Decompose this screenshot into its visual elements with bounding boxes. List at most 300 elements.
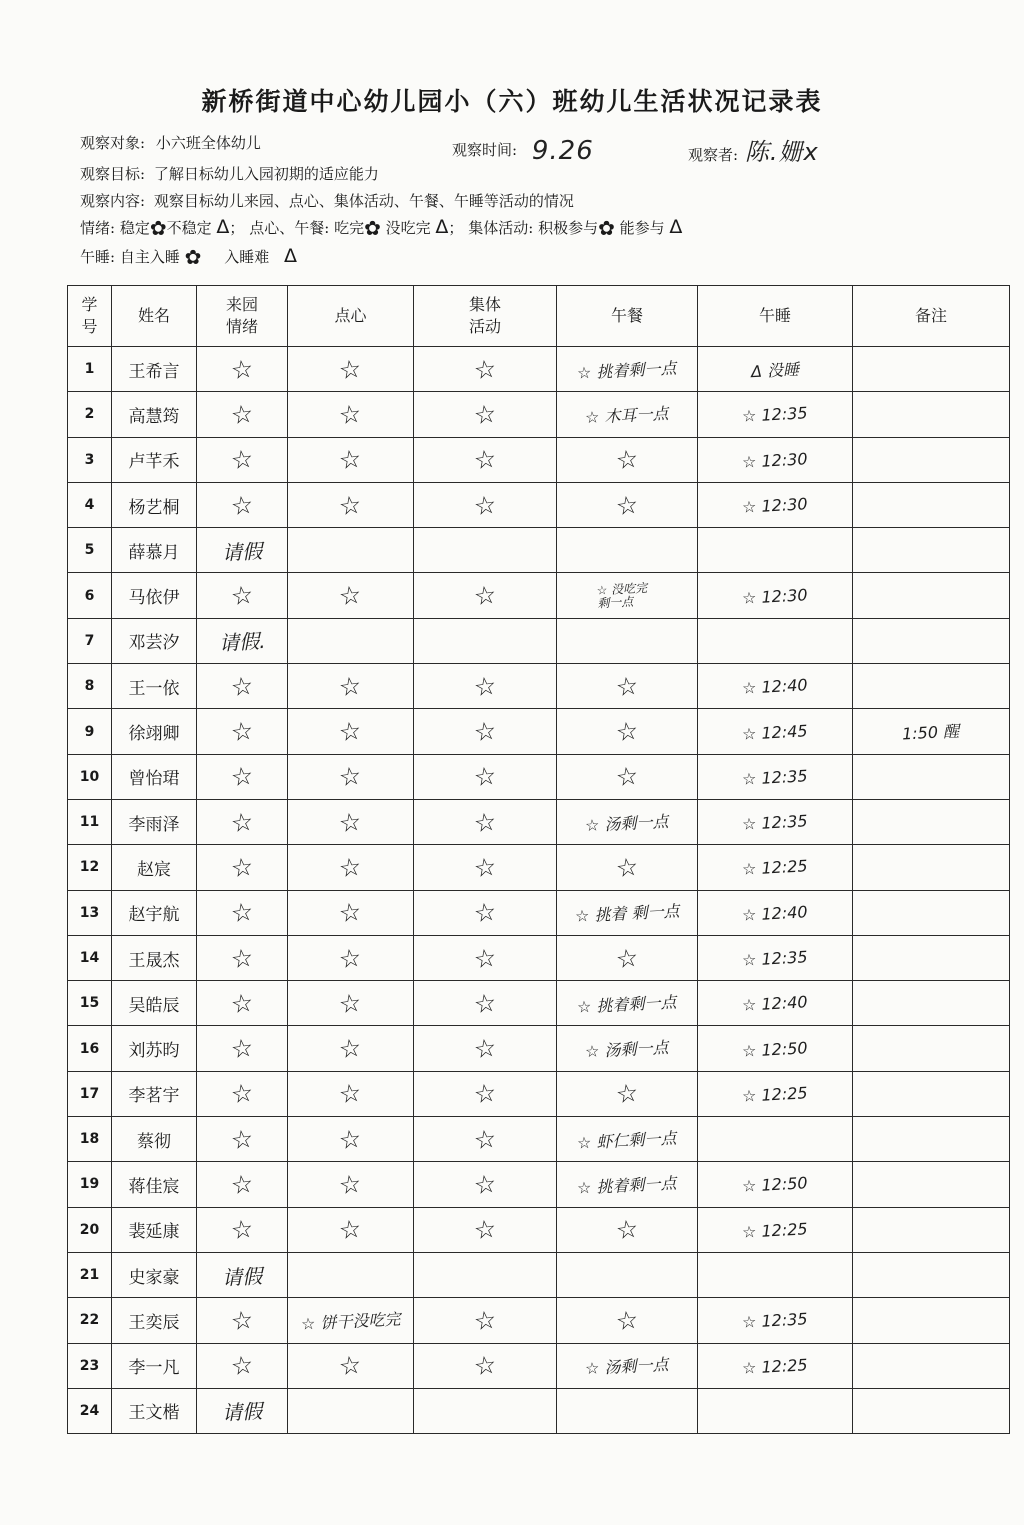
check-star-mark: ☆ [613, 1304, 641, 1337]
cell-snack [288, 1026, 414, 1071]
cell-name: 李一凡 [112, 1343, 197, 1388]
meal-legend-label: 点心、午餐: [249, 219, 330, 237]
cell-snack [288, 1117, 414, 1162]
cell-remark [853, 1298, 1010, 1343]
cell-nap [698, 437, 853, 482]
header-group: 集体活动 [414, 286, 557, 347]
cell-remark [853, 1071, 1010, 1116]
star-icon: ✿ [598, 216, 615, 240]
cell-remark [853, 664, 1010, 709]
cell-mood [197, 981, 288, 1026]
check-star-mark: ☆ [471, 1213, 499, 1246]
cell-nap [698, 890, 853, 935]
cell-group [414, 1162, 557, 1207]
cell-lunch [557, 1207, 698, 1252]
mood-legend-label: 情绪: [80, 219, 116, 237]
cell-mood [197, 1388, 288, 1433]
cell-number: 9 [68, 709, 112, 754]
triangle-icon: Δ [669, 216, 683, 238]
page-title: 新桥街道中心幼儿园小（六）班幼儿生活状况记录表 [201, 87, 823, 116]
unstable-label: 不稳定 [166, 219, 212, 237]
cell-name: 蒋佳宸 [112, 1162, 197, 1207]
handwritten-note: ☆ 12:35 [741, 1309, 809, 1333]
handwritten-note: ☆ 12:25 [741, 1083, 809, 1106]
handwritten-note: ☆ 虾仁剩一点 [576, 1128, 678, 1153]
cell-remark [853, 347, 1010, 392]
cell-nap [698, 1162, 853, 1207]
check-star-mark: ☆ [337, 987, 364, 1020]
check-star-mark: ☆ [471, 579, 499, 612]
cell-lunch [557, 709, 698, 754]
cell-lunch [557, 618, 698, 663]
cell-mood [197, 935, 288, 980]
cell-mood [197, 1207, 288, 1252]
check-star-mark: ☆ [228, 760, 256, 793]
cell-group [414, 618, 557, 663]
cell-number: 18 [68, 1117, 112, 1162]
cell-nap [698, 347, 853, 392]
star-icon: ✿ [149, 216, 167, 240]
cell-mood [197, 1343, 288, 1388]
cell-snack [288, 1071, 414, 1116]
cell-lunch [557, 1162, 698, 1207]
cell-snack [288, 1388, 414, 1433]
cell-mood [197, 1117, 288, 1162]
check-star-mark: ☆ [228, 1123, 256, 1156]
check-star-mark: ☆ [471, 398, 499, 431]
cell-mood [197, 1252, 288, 1297]
cell-group [414, 981, 557, 1026]
check-star-mark: ☆ [471, 987, 499, 1020]
cell-number: 5 [68, 528, 112, 573]
cell-nap [698, 754, 853, 799]
cell-group [414, 573, 557, 618]
cell-remark [853, 573, 1010, 618]
handwritten-note: ☆ 木耳一点 [584, 403, 670, 428]
cell-lunch [557, 392, 698, 437]
cell-mood [197, 437, 288, 482]
cell-name: 徐翊卿 [112, 709, 197, 754]
cell-remark [853, 482, 1010, 527]
table-row [68, 1388, 1010, 1433]
cell-number: 6 [68, 573, 112, 618]
cell-nap [698, 573, 853, 618]
cell-remark [853, 1162, 1010, 1207]
triangle-icon: Δ [283, 245, 297, 267]
cell-group [414, 347, 557, 392]
cell-number: 2 [68, 392, 112, 437]
check-star-mark: ☆ [613, 670, 641, 703]
cell-mood [197, 528, 288, 573]
cell-group [414, 1343, 557, 1388]
check-star-mark: ☆ [337, 806, 364, 839]
check-star-mark: ☆ [228, 670, 256, 703]
check-star-mark: ☆ [337, 896, 364, 929]
cell-snack [288, 1252, 414, 1297]
cell-remark [853, 392, 1010, 437]
cell-remark [853, 1388, 1010, 1433]
cell-nap [698, 392, 853, 437]
star-icon: ✿ [364, 216, 381, 240]
handwritten-note: 1:50 醒 [902, 721, 961, 744]
cell-number: 21 [68, 1252, 112, 1297]
cell-snack [288, 935, 414, 980]
table-row [68, 845, 1010, 890]
handwritten-note: ☆ 12:40 [741, 675, 809, 698]
check-star-mark: ☆ [337, 443, 364, 476]
cell-number: 17 [68, 1071, 112, 1116]
cell-remark [853, 528, 1010, 573]
cell-number: 14 [68, 935, 112, 980]
cell-number: 20 [68, 1207, 112, 1252]
cell-mood [197, 709, 288, 754]
cell-nap [698, 1117, 853, 1162]
check-star-mark: ☆ [613, 760, 641, 793]
cell-nap [698, 1071, 853, 1116]
cell-remark [853, 709, 1010, 754]
cell-name: 杨艺桐 [112, 482, 197, 527]
cell-remark [853, 799, 1010, 844]
cell-group [414, 935, 557, 980]
handwritten-note: ☆ 12:40 [741, 902, 809, 925]
cell-lunch [557, 1252, 698, 1297]
cell-mood [197, 347, 288, 392]
check-star-mark: ☆ [228, 1213, 256, 1246]
cell-snack [288, 392, 414, 437]
check-star-mark: ☆ [228, 715, 256, 748]
header-number: 学号 [68, 286, 112, 347]
check-star-mark: ☆ [337, 1123, 364, 1156]
check-star-mark: ☆ [613, 942, 641, 974]
cell-group [414, 392, 557, 437]
cell-lunch [557, 1343, 698, 1388]
handwritten-note: ☆ 12:40 [741, 992, 809, 1015]
check-star-mark: ☆ [337, 1077, 364, 1110]
check-star-mark: ☆ [337, 670, 364, 703]
check-star-mark: ☆ [228, 443, 256, 476]
cell-lunch [557, 1388, 698, 1433]
nap-legend-label: 午睡: [80, 248, 116, 266]
check-star-mark: ☆ [471, 1077, 499, 1110]
cell-snack [288, 799, 414, 844]
ate-all-label: 吃完 [334, 219, 365, 237]
cell-snack [288, 890, 414, 935]
cell-number: 13 [68, 890, 112, 935]
cell-name: 薛慕月 [112, 528, 197, 573]
cell-nap [698, 1207, 853, 1252]
cell-nap [698, 482, 853, 527]
table-row [68, 482, 1010, 527]
cell-name: 王希言 [112, 347, 197, 392]
active-label: 积极参与 [538, 219, 599, 237]
table-row [68, 754, 1010, 799]
table-row [68, 1026, 1010, 1071]
cell-mood [197, 890, 288, 935]
cell-mood [197, 1071, 288, 1116]
cell-name: 刘苏昀 [112, 1026, 197, 1071]
cell-remark [853, 1117, 1010, 1162]
check-star-mark: ☆ [337, 760, 364, 793]
handwritten-note: Δ 没睡 [750, 359, 800, 381]
content-field [80, 190, 574, 211]
cell-group [414, 1252, 557, 1297]
cell-name: 史家豪 [112, 1252, 197, 1297]
cell-nap [698, 664, 853, 709]
cell-mood [197, 618, 288, 663]
cell-lunch [557, 437, 698, 482]
hard-sleep-label: 入睡难 [224, 248, 270, 266]
check-star-mark: ☆ [613, 851, 641, 884]
cell-mood [197, 754, 288, 799]
self-sleep-label: 自主入睡 [119, 248, 180, 266]
cell-lunch [557, 573, 698, 618]
table-row [68, 1117, 1010, 1162]
check-star-mark: ☆ [613, 1077, 641, 1110]
cell-lunch [557, 845, 698, 890]
check-star-mark: ☆ [228, 851, 256, 884]
star-icon: ✿ [184, 245, 202, 269]
cell-number: 24 [68, 1388, 112, 1433]
check-star-mark: ☆ [228, 489, 256, 521]
not-ate-label: 没吃完 [385, 219, 431, 237]
cell-number: 16 [68, 1026, 112, 1071]
cell-number: 19 [68, 1162, 112, 1207]
handwritten-note: ☆ 12:25 [741, 856, 809, 880]
cell-snack [288, 573, 414, 618]
cell-nap [698, 1252, 853, 1297]
cell-mood [197, 799, 288, 844]
check-star-mark: ☆ [471, 489, 499, 521]
check-star-mark: ☆ [337, 1032, 364, 1065]
check-star-mark: ☆ [337, 942, 364, 974]
separator: ； [448, 219, 464, 237]
cell-remark [853, 1207, 1010, 1252]
handwritten-note: ☆ 汤剩一点 [584, 811, 670, 835]
handwritten-note: ☆ 汤剩一点 [584, 1355, 670, 1379]
check-star-mark: ☆ [228, 398, 256, 431]
cell-lunch [557, 482, 698, 527]
handwritten-note: ☆ 12:50 [741, 1037, 809, 1061]
cell-name: 蔡彻 [112, 1117, 197, 1162]
can-join-label: 能参与 [619, 219, 665, 237]
check-star-mark: ☆ [228, 942, 256, 974]
check-star-mark: ☆ [337, 851, 364, 884]
handwritten-note: 请假. [218, 629, 266, 656]
check-star-mark: ☆ [228, 1349, 256, 1382]
cell-snack [288, 845, 414, 890]
table-row [68, 347, 1010, 392]
goal-label: 观察目标: [80, 165, 146, 183]
handwritten-note: 请假 [221, 538, 263, 565]
time-label: 观察时间: [452, 141, 518, 159]
table-row [68, 1071, 1010, 1116]
check-star-mark: ☆ [337, 1168, 364, 1201]
table-row [68, 573, 1010, 618]
handwritten-note: ☆ 挑着剩一点 [576, 992, 678, 1017]
handwritten-note: ☆ 12:30 [741, 494, 809, 517]
legend-line-2 [80, 245, 297, 269]
cell-name: 吴皓辰 [112, 981, 197, 1026]
check-star-mark: ☆ [471, 1168, 499, 1201]
cell-lunch [557, 799, 698, 844]
check-star-mark: ☆ [613, 443, 641, 476]
table-row [68, 1207, 1010, 1252]
cell-name: 王晟杰 [112, 935, 197, 980]
subject-field [80, 132, 261, 153]
check-star-mark: ☆ [228, 1032, 256, 1065]
table-row [68, 528, 1010, 573]
cell-name: 邓芸汐 [112, 618, 197, 663]
table-body [68, 347, 1010, 1434]
table-row [68, 437, 1010, 482]
cell-name: 曾怡珺 [112, 754, 197, 799]
cell-number: 10 [68, 754, 112, 799]
content-value: 观察目标幼儿来园、点心、集体活动、午餐、午睡等活动的情况 [153, 192, 574, 210]
stable-label: 稳定 [119, 219, 150, 237]
cell-snack [288, 1162, 414, 1207]
table-row [68, 618, 1010, 663]
check-star-mark: ☆ [228, 806, 256, 839]
time-field [452, 132, 594, 166]
cell-number: 4 [68, 482, 112, 527]
handwritten-note: ☆ 12:35 [741, 811, 809, 834]
cell-nap [698, 845, 853, 890]
cell-number: 11 [68, 799, 112, 844]
cell-name: 卢芊禾 [112, 437, 197, 482]
time-value: 9.26 [531, 136, 594, 166]
cell-name: 马依伊 [112, 573, 197, 618]
table-row [68, 1298, 1010, 1343]
cell-number: 15 [68, 981, 112, 1026]
cell-group [414, 528, 557, 573]
handwritten-note: 请假 [221, 1399, 263, 1426]
cell-group [414, 437, 557, 482]
cell-snack [288, 347, 414, 392]
check-star-mark: ☆ [228, 1168, 256, 1201]
cell-name: 赵宇航 [112, 890, 197, 935]
check-star-mark: ☆ [471, 1304, 499, 1337]
cell-group [414, 845, 557, 890]
cell-group [414, 1071, 557, 1116]
cell-group [414, 890, 557, 935]
cell-name: 王奕辰 [112, 1298, 197, 1343]
cell-mood [197, 482, 288, 527]
cell-nap [698, 618, 853, 663]
handwritten-note: ☆ 12:30 [741, 449, 809, 472]
cell-remark [853, 890, 1010, 935]
cell-name: 赵宸 [112, 845, 197, 890]
check-star-mark: ☆ [471, 1032, 499, 1065]
table-row [68, 664, 1010, 709]
cell-number: 12 [68, 845, 112, 890]
cell-remark [853, 618, 1010, 663]
header-remark: 备注 [853, 286, 1010, 347]
check-star-mark: ☆ [471, 1349, 499, 1382]
cell-nap [698, 1298, 853, 1343]
cell-mood [197, 1298, 288, 1343]
cell-number: 1 [68, 347, 112, 392]
cell-mood [197, 845, 288, 890]
subject-value: 小六班全体幼儿 [155, 134, 261, 152]
handwritten-note: ☆ 12:25 [741, 1354, 809, 1378]
cell-remark [853, 935, 1010, 980]
table-row [68, 935, 1010, 980]
cell-lunch [557, 890, 698, 935]
check-star-mark: ☆ [471, 443, 499, 476]
cell-snack [288, 528, 414, 573]
cell-lunch [557, 664, 698, 709]
content-label: 观察内容: [80, 192, 146, 210]
cell-group [414, 1117, 557, 1162]
cell-remark [853, 1343, 1010, 1388]
subject-label: 观察对象: [80, 134, 146, 152]
check-star-mark: ☆ [471, 896, 499, 929]
cell-snack [288, 664, 414, 709]
cell-group [414, 709, 557, 754]
check-star-mark: ☆ [471, 851, 499, 884]
table-row [68, 981, 1010, 1026]
observer-field [688, 132, 819, 167]
cell-name: 李雨泽 [112, 799, 197, 844]
cell-number: 8 [68, 664, 112, 709]
record-table [67, 285, 1010, 1434]
observer-signature: 陈.姗x [744, 138, 819, 166]
check-star-mark: ☆ [471, 353, 499, 386]
cell-remark [853, 981, 1010, 1026]
cell-remark [853, 437, 1010, 482]
handwritten-note: ☆ 挑着 剩一点 [574, 901, 680, 926]
header-lunch: 午餐 [557, 286, 698, 347]
handwritten-note: ☆ 挑着剩一点 [576, 1173, 678, 1198]
table-header-row [68, 286, 1010, 347]
observer-label: 观察者: [688, 146, 739, 164]
cell-snack [288, 482, 414, 527]
cell-number: 3 [68, 437, 112, 482]
cell-name: 李茗宇 [112, 1071, 197, 1116]
cell-remark [853, 754, 1010, 799]
header-name: 姓名 [112, 286, 197, 347]
cell-group [414, 754, 557, 799]
cell-mood [197, 573, 288, 618]
header-nap: 午睡 [698, 286, 853, 347]
cell-snack [288, 618, 414, 663]
table-row [68, 1343, 1010, 1388]
check-star-mark: ☆ [337, 398, 364, 431]
goal-field [80, 163, 379, 184]
cell-name: 王文楷 [112, 1388, 197, 1433]
cell-group [414, 482, 557, 527]
cell-number: 23 [68, 1343, 112, 1388]
cell-lunch [557, 935, 698, 980]
table-row [68, 1252, 1010, 1297]
handwritten-note: ☆ 12:25 [741, 1219, 809, 1242]
check-star-mark: ☆ [228, 579, 256, 612]
table-row [68, 1162, 1010, 1207]
cell-remark [853, 1026, 1010, 1071]
cell-snack [288, 437, 414, 482]
check-star-mark: ☆ [228, 1304, 256, 1337]
header-mood: 来园情绪 [197, 286, 288, 347]
cell-nap [698, 981, 853, 1026]
table-row [68, 799, 1010, 844]
cell-group [414, 1026, 557, 1071]
cell-nap [698, 935, 853, 980]
cell-snack [288, 1207, 414, 1252]
handwritten-note: ☆ 12:30 [741, 584, 809, 608]
cell-lunch [557, 1071, 698, 1116]
check-star-mark: ☆ [613, 715, 641, 748]
cell-lunch [557, 981, 698, 1026]
